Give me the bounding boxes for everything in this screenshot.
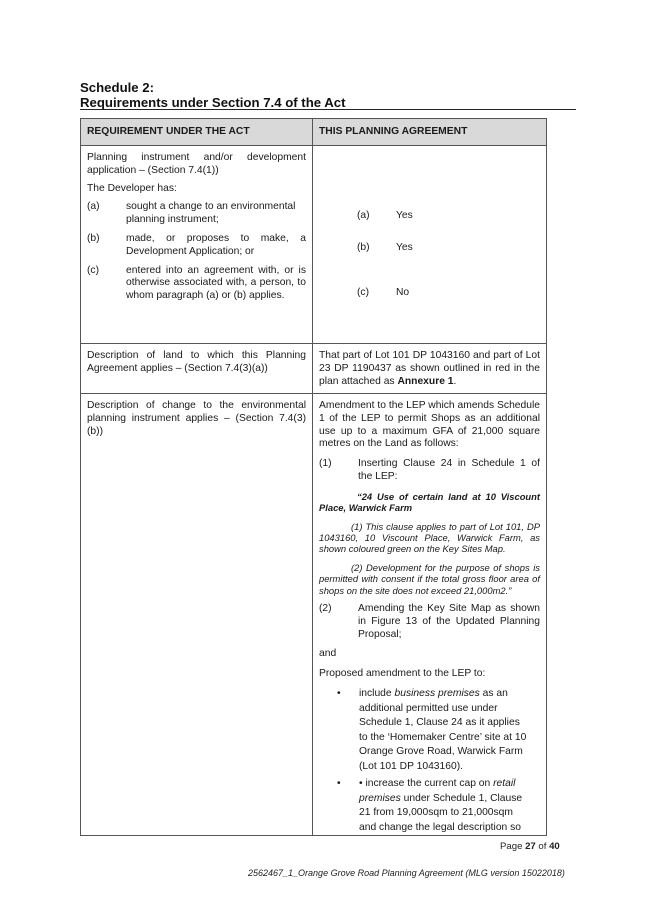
list-item: • include business premises as an additional permitted use under Schedule 1, Clause 24 as it applies to the ‘Homemaker Centre’ site at 10 Orange Grove Road, Warwick Farm (Lot 101 DP 1043160). [337,687,540,774]
clause-subsection-2: (2) Development for the purpose of shops is permitted with consent if the total gross floor area of shops on the site does not exceed 21,000m2.” [319,561,540,596]
schedule-title: Schedule 2: [80,80,155,95]
table-row [81,394,547,836]
table-header-row [81,119,547,146]
schedule-heading [80,80,576,110]
answer-c: (c) No [357,286,410,298]
requirements-table [80,118,547,836]
row1-requirement [81,146,313,344]
list-item: (c) entered into an agreement with, or is otherwise associated with, a person, to whom paragraph (a) or (b) applies. [87,264,306,302]
list-item: (1) Inserting Clause 24 in Schedule 1 of the LEP: [319,458,540,482]
row3-agreement: Amendment to the LEP which amends Schedule 1 of the LEP to permit Shops as an additional use up to a maximum GFA of 21,000 square metres on the Land as follows: (1) Inserting Clause 24 in Schedule 1 of the LEP: “24 Use of certain land at 10 Viscount Place, Warwick Farm (1) This clause applies to part of Lot 101, DP 1043160, 10 Viscount Place, Warwick Farm, as shown coloured green on the Key Sites Map. (2) Development for the purpose of shops is permitted with consent if the total gross floor area of shops on the site does not exceed 21,000m2.” (2) Amending the Key Site Map as shown in Figure 13 of the Updated Planning Proposal; and Proposed amendment to the LEP to: • include business premises as an additional permitted use under Schedule 1, Clause 24 as it applies to the ‘Homemaker Centre’ site at 10 Orange Grove Road, Warwick Farm (Lot 101 DP 1043160). • • increase the current cap on retail premises under Schedule 1, Clause 21 from 19,000sqm to 21,000sqm and change the legal description so [313,394,547,836]
schedule-subtitle: Requirements under Section 7.4 of the Act [80,95,346,110]
heading-rule [80,109,576,110]
header-agreement: THIS PLANNING AGREEMENT [313,119,547,146]
row3-requirement: Description of change to the environmental planning instrument applies – (Section 7.4(3)(b)) [81,394,313,836]
list-item: (2) Amending the Key Site Map as shown in Figure 13 of the Updated Planning Proposal; [319,603,540,640]
answer-b: (b) Yes [357,241,413,253]
annexure-ref: Annexure 1 [397,375,454,387]
list-item: (b) made, or proposes to make, a Development Application; or [87,232,306,257]
list-item: (a) sought a change to an environmental planning instrument; [87,201,296,226]
row1-developer-has: The Developer has: [87,182,177,194]
clause-title: “24 Use of certain land at 10 Viscount Place, Warwick Farm [319,490,540,514]
row1-intro: Planning instrument and/or development application – (Section 7.4(1)) [87,152,306,176]
answer-a: (a) Yes [357,210,413,221]
bullet-glyph: • [337,688,341,700]
row2-agreement: That part of Lot 101 DP 1043160 and part of Lot 23 DP 1190437 as shown outlined in red in the plan attached as Annexure 1. [313,344,547,394]
row2-requirement: Description of land to which this Planning Agreement applies – (Section 7.4(3)(a)) [81,344,313,394]
table-row [81,146,547,344]
bullet-glyph: • [337,778,341,790]
amendment-intro: Amendment to the LEP which amends Schedule 1 of the LEP to permit Shops as an additional use up to a maximum GFA of 21,000 square metres on the Land as follows: [319,400,540,450]
clause-subsection-1: (1) This clause applies to part of Lot 101, DP 1043160, 10 Viscount Place, Warwick Farm, as shown coloured green on the Key Sites Map. [319,520,540,555]
document-footer: 2562467_1_Orange Grove Road Planning Agreement (MLG version 15022018) [248,868,565,878]
row1-agreement [313,146,547,344]
table-row [81,344,547,394]
header-requirement: REQUIREMENT UNDER THE ACT [81,119,313,146]
list-item: • • increase the current cap on retail premises under Schedule 1, Clause 21 from 19,000sqm to 21,000sqm and change the legal description so [337,777,540,835]
page-number: Page 27 of 40 [500,841,560,852]
